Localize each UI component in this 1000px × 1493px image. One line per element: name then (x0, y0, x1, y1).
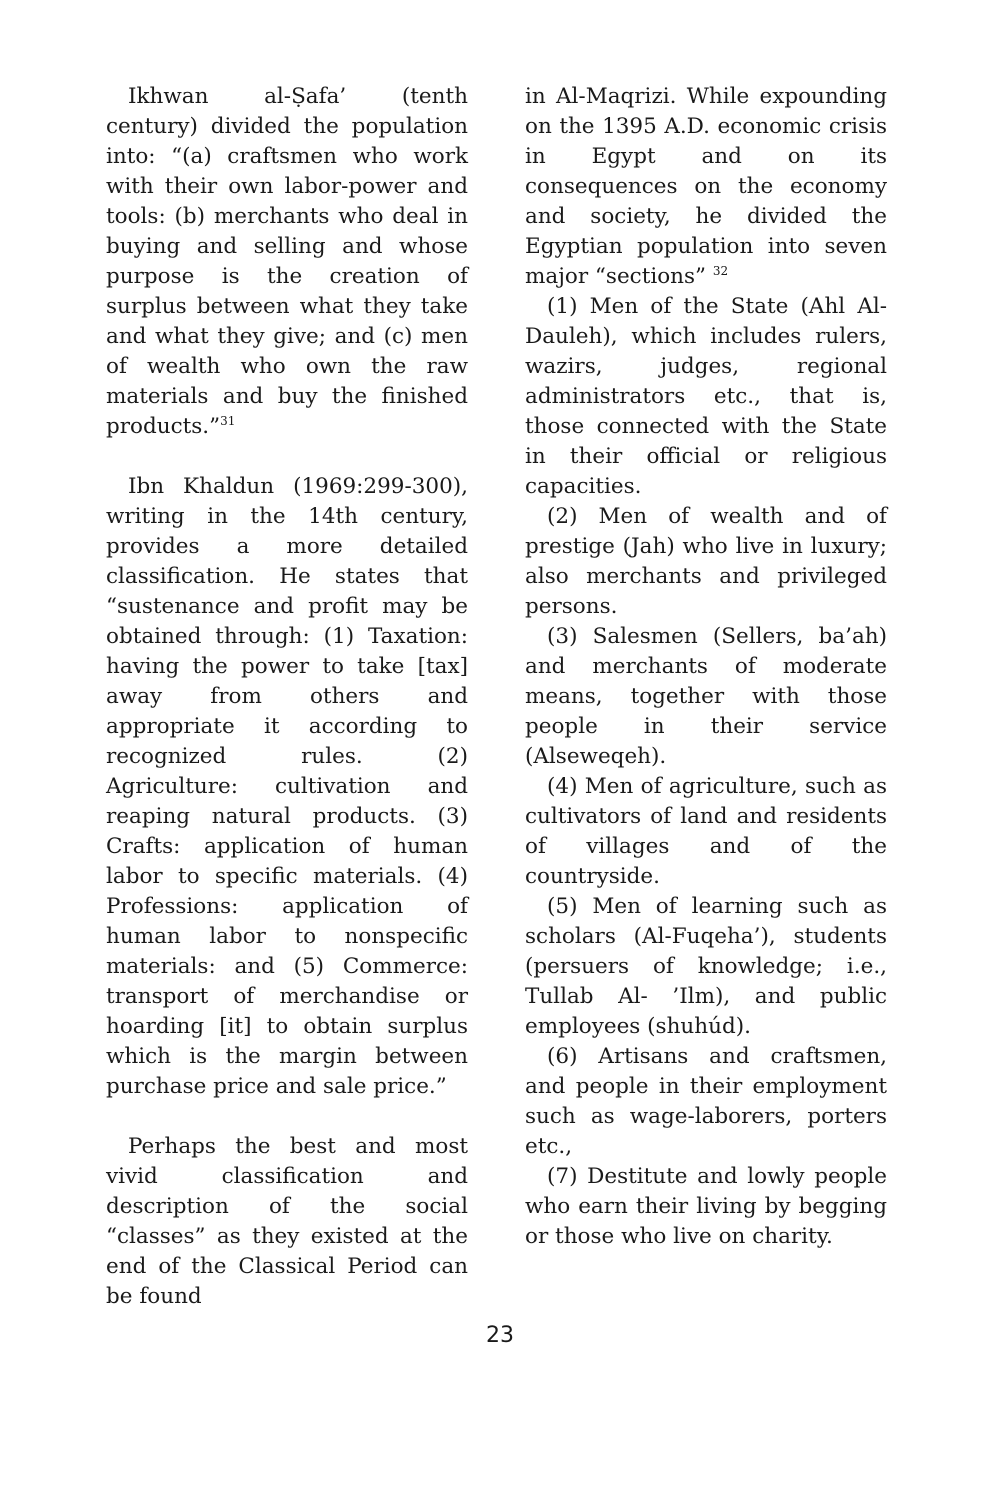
list-item-men-of-the-state: (1) Men of the State (Ahl Al-Dauleh), which includes rulers, wazirs, judges, regional administrators etc., that is, those connected with the State in their official or religious capacities. (525, 294, 887, 499)
paragraph-ikhwan-al-safa (106, 82, 468, 442)
list-item-men-of-wealth: (2) Men of wealth and of prestige (Jah) who live in luxury; also merchants and privileged persons. (525, 504, 887, 619)
paragraph-text: Perhaps the best and most vivid classification and description of the social “classes” as they existed at the end of the Classical Period can be found (106, 1134, 468, 1309)
paragraph-text: Ibn Khaldun (1969:299-300), writing in the 14th century, provides a more detailed classification. He states that “sustenance and profit may be obtained through: (1) Taxation: having the power to take [tax] away from others and appropriate it according to recognized rules. (2) Agriculture: cultivation and reaping natural products. (3) Crafts: application of human labor to specific materials. (4) Professions: application of human labor to nonspecific materials: and (5) Commerce: transport of merchandise or hoarding [it] to obtain surplus which is the margin between purchase price and sale price.” (106, 474, 468, 1099)
paragraph-classical-period (106, 1132, 468, 1312)
right-column (525, 82, 887, 1252)
left-column (106, 82, 468, 1312)
footnote-marker: 31 (220, 413, 236, 428)
list-item-artisans: (6) Artisans and craftsmen, and people in their employment such as wage-laborers, porters etc., (525, 1044, 887, 1159)
page-number: 23 (486, 1323, 514, 1348)
list-item-destitute: (7) Destitute and lowly people who earn their living by begging or those who live on charity. (525, 1164, 887, 1249)
list-item-salesmen: (3) Salesmen (Sellers, ba’ah) and merchants of moderate means, together with those people in their service (Alseweqeh). (525, 624, 887, 769)
paragraph-text: Ikhwan al-Ṣafa’ (tenth century) divided the population into: “(a) craftsmen who work with their own labor-power and tools: (b) merchants who deal in buying and selling and whose purpose is the creation of surplus between what they take and what they give; and (c) men of wealth who own the raw materials and buy the finished products.” (106, 84, 468, 439)
list-item-men-of-learning: (5) Men of learning such as scholars (Al-Fuqeha’), students (persuers of knowledge; i.e., Tullab Al- ’Ilm), and public employees (shuhúd). (525, 894, 887, 1039)
list-item-men-of-agriculture: (4) Men of agriculture, such as cultivators of land and residents of villages and of the countryside. (525, 774, 887, 889)
footnote-marker: 32 (712, 263, 729, 278)
paragraph-ibn-khaldun (106, 472, 468, 1102)
paragraph-al-maqrizi (525, 82, 887, 292)
paragraph-text: in Al-Maqrizi. While expounding on the 1395 A.D. economic crisis in Egypt and on its consequences on the economy and society, he divided the Egyptian population into seven major “sections” (525, 84, 887, 289)
